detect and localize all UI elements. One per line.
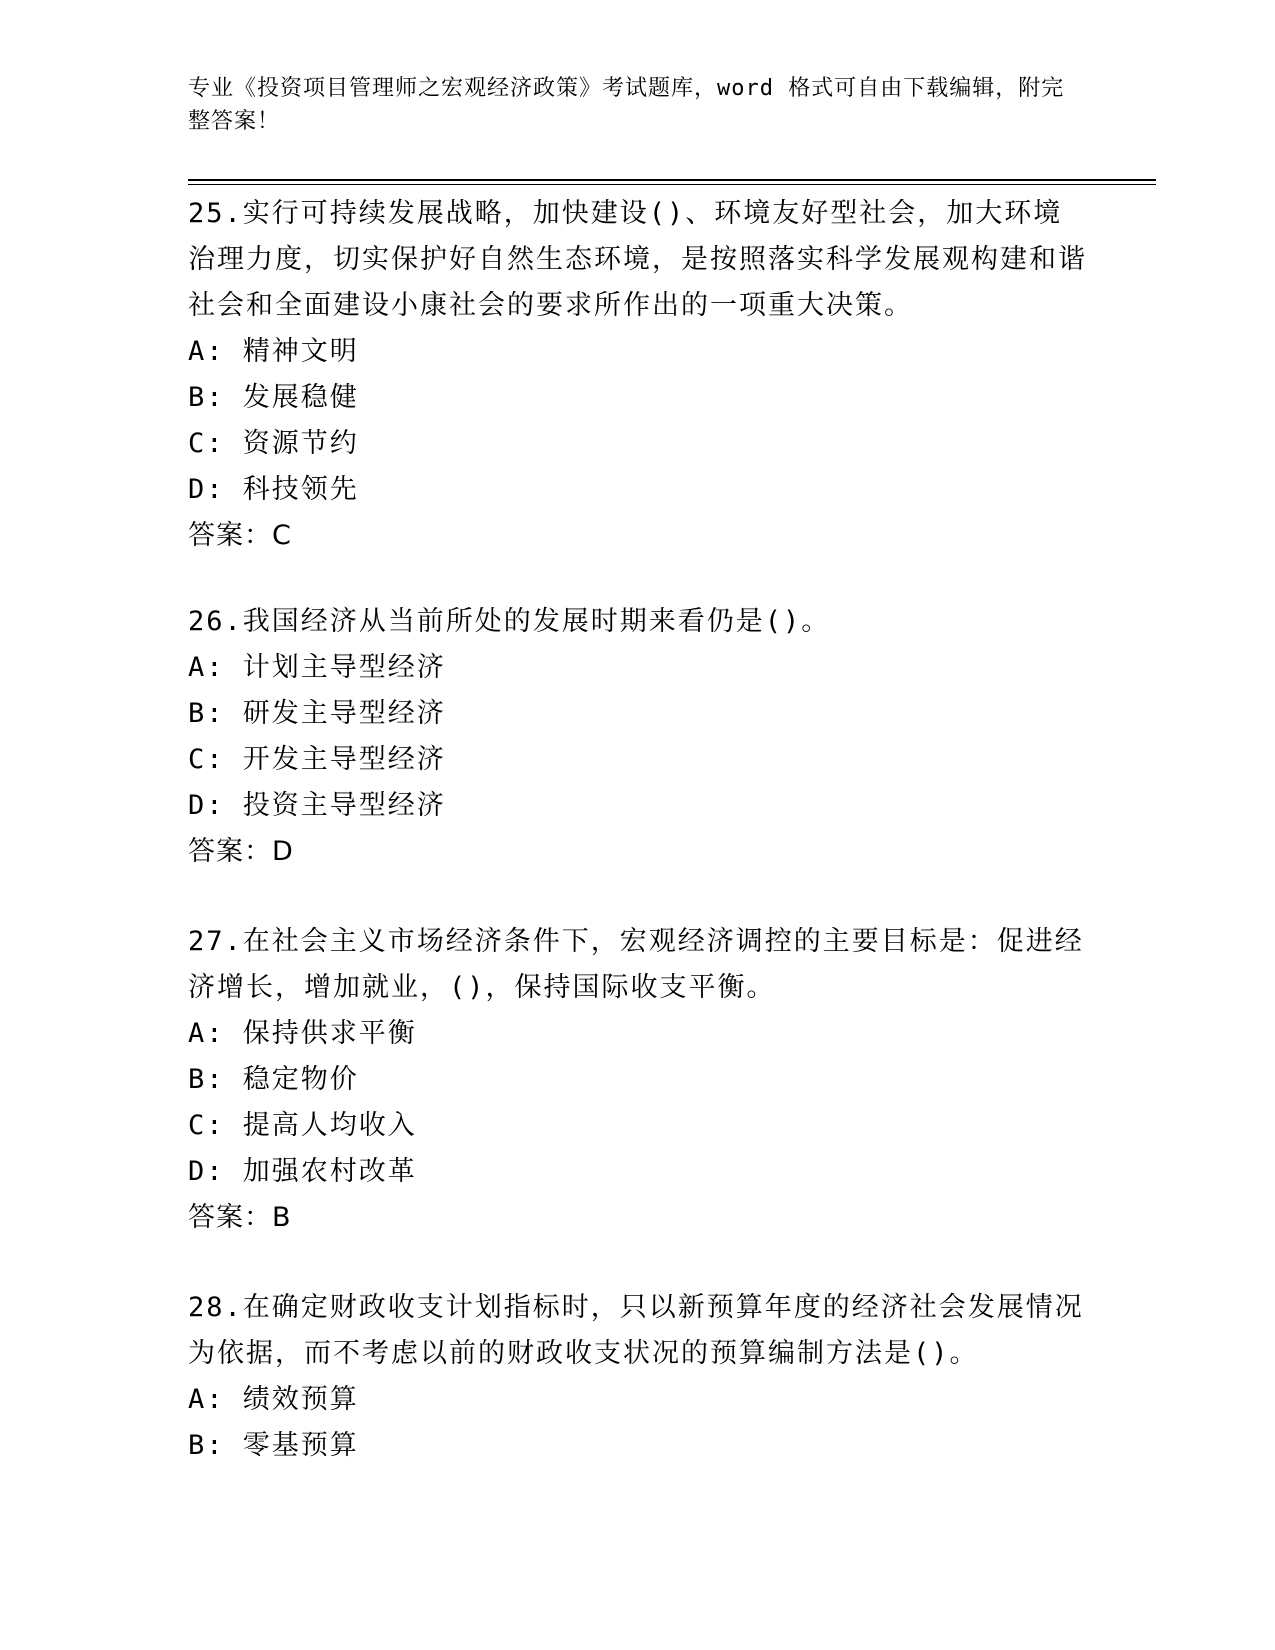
option-c: C: 开发主导型经济 (188, 744, 446, 775)
header-divider-thin (188, 184, 1156, 185)
option-b: B: 研发主导型经济 (188, 698, 446, 729)
answer: 答案：C (188, 520, 292, 551)
option-d: D: 投资主导型经济 (188, 790, 446, 821)
answer: 答案：B (188, 1202, 292, 1233)
question-stem: 25.实行可持续发展战略，加快建设()、环境友好型社会，加大环境治理力度，切实保护好自然生态环境，是按照落实科学发展观构建和谐社会和全面建设小康社会的要求所作出的一项重大决策。 (188, 198, 1087, 321)
option-d: D: 科技领先 (188, 474, 359, 505)
option-a: A: 保持供求平衡 (188, 1018, 417, 1049)
question-25 (188, 191, 1088, 559)
option-d: D: 加强农村改革 (188, 1156, 417, 1187)
answer: 答案：D (188, 836, 294, 867)
option-b: B: 发展稳健 (188, 382, 359, 413)
option-c: C: 资源节约 (188, 428, 359, 459)
option-a: A: 精神文明 (188, 336, 359, 367)
question-26 (188, 599, 1088, 875)
option-b: B: 零基预算 (188, 1430, 359, 1461)
question-stem: 28.在确定财政收支计划指标时，只以新预算年度的经济社会发展情况为依据，而不考虑以前的财政收支状况的预算编制方法是()。 (188, 1292, 1084, 1369)
question-27 (188, 919, 1088, 1241)
question-28 (188, 1285, 1088, 1469)
document-header: 专业《投资项目管理师之宏观经济政策》考试题库，word 格式可自由下载编辑，附完整答案！ (188, 76, 1065, 134)
option-c: C: 提高人均收入 (188, 1110, 417, 1141)
option-a: A: 计划主导型经济 (188, 652, 446, 683)
question-stem: 26.我国经济从当前所处的发展时期来看仍是()。 (188, 606, 831, 637)
option-b: B: 稳定物价 (188, 1064, 359, 1095)
question-stem: 27.在社会主义市场经济条件下，宏观经济调控的主要目标是：促进经济增长，增加就业，()，保持国际收支平衡。 (188, 926, 1084, 1003)
option-a: A: 绩效预算 (188, 1384, 359, 1415)
header-divider-thick (188, 179, 1156, 181)
